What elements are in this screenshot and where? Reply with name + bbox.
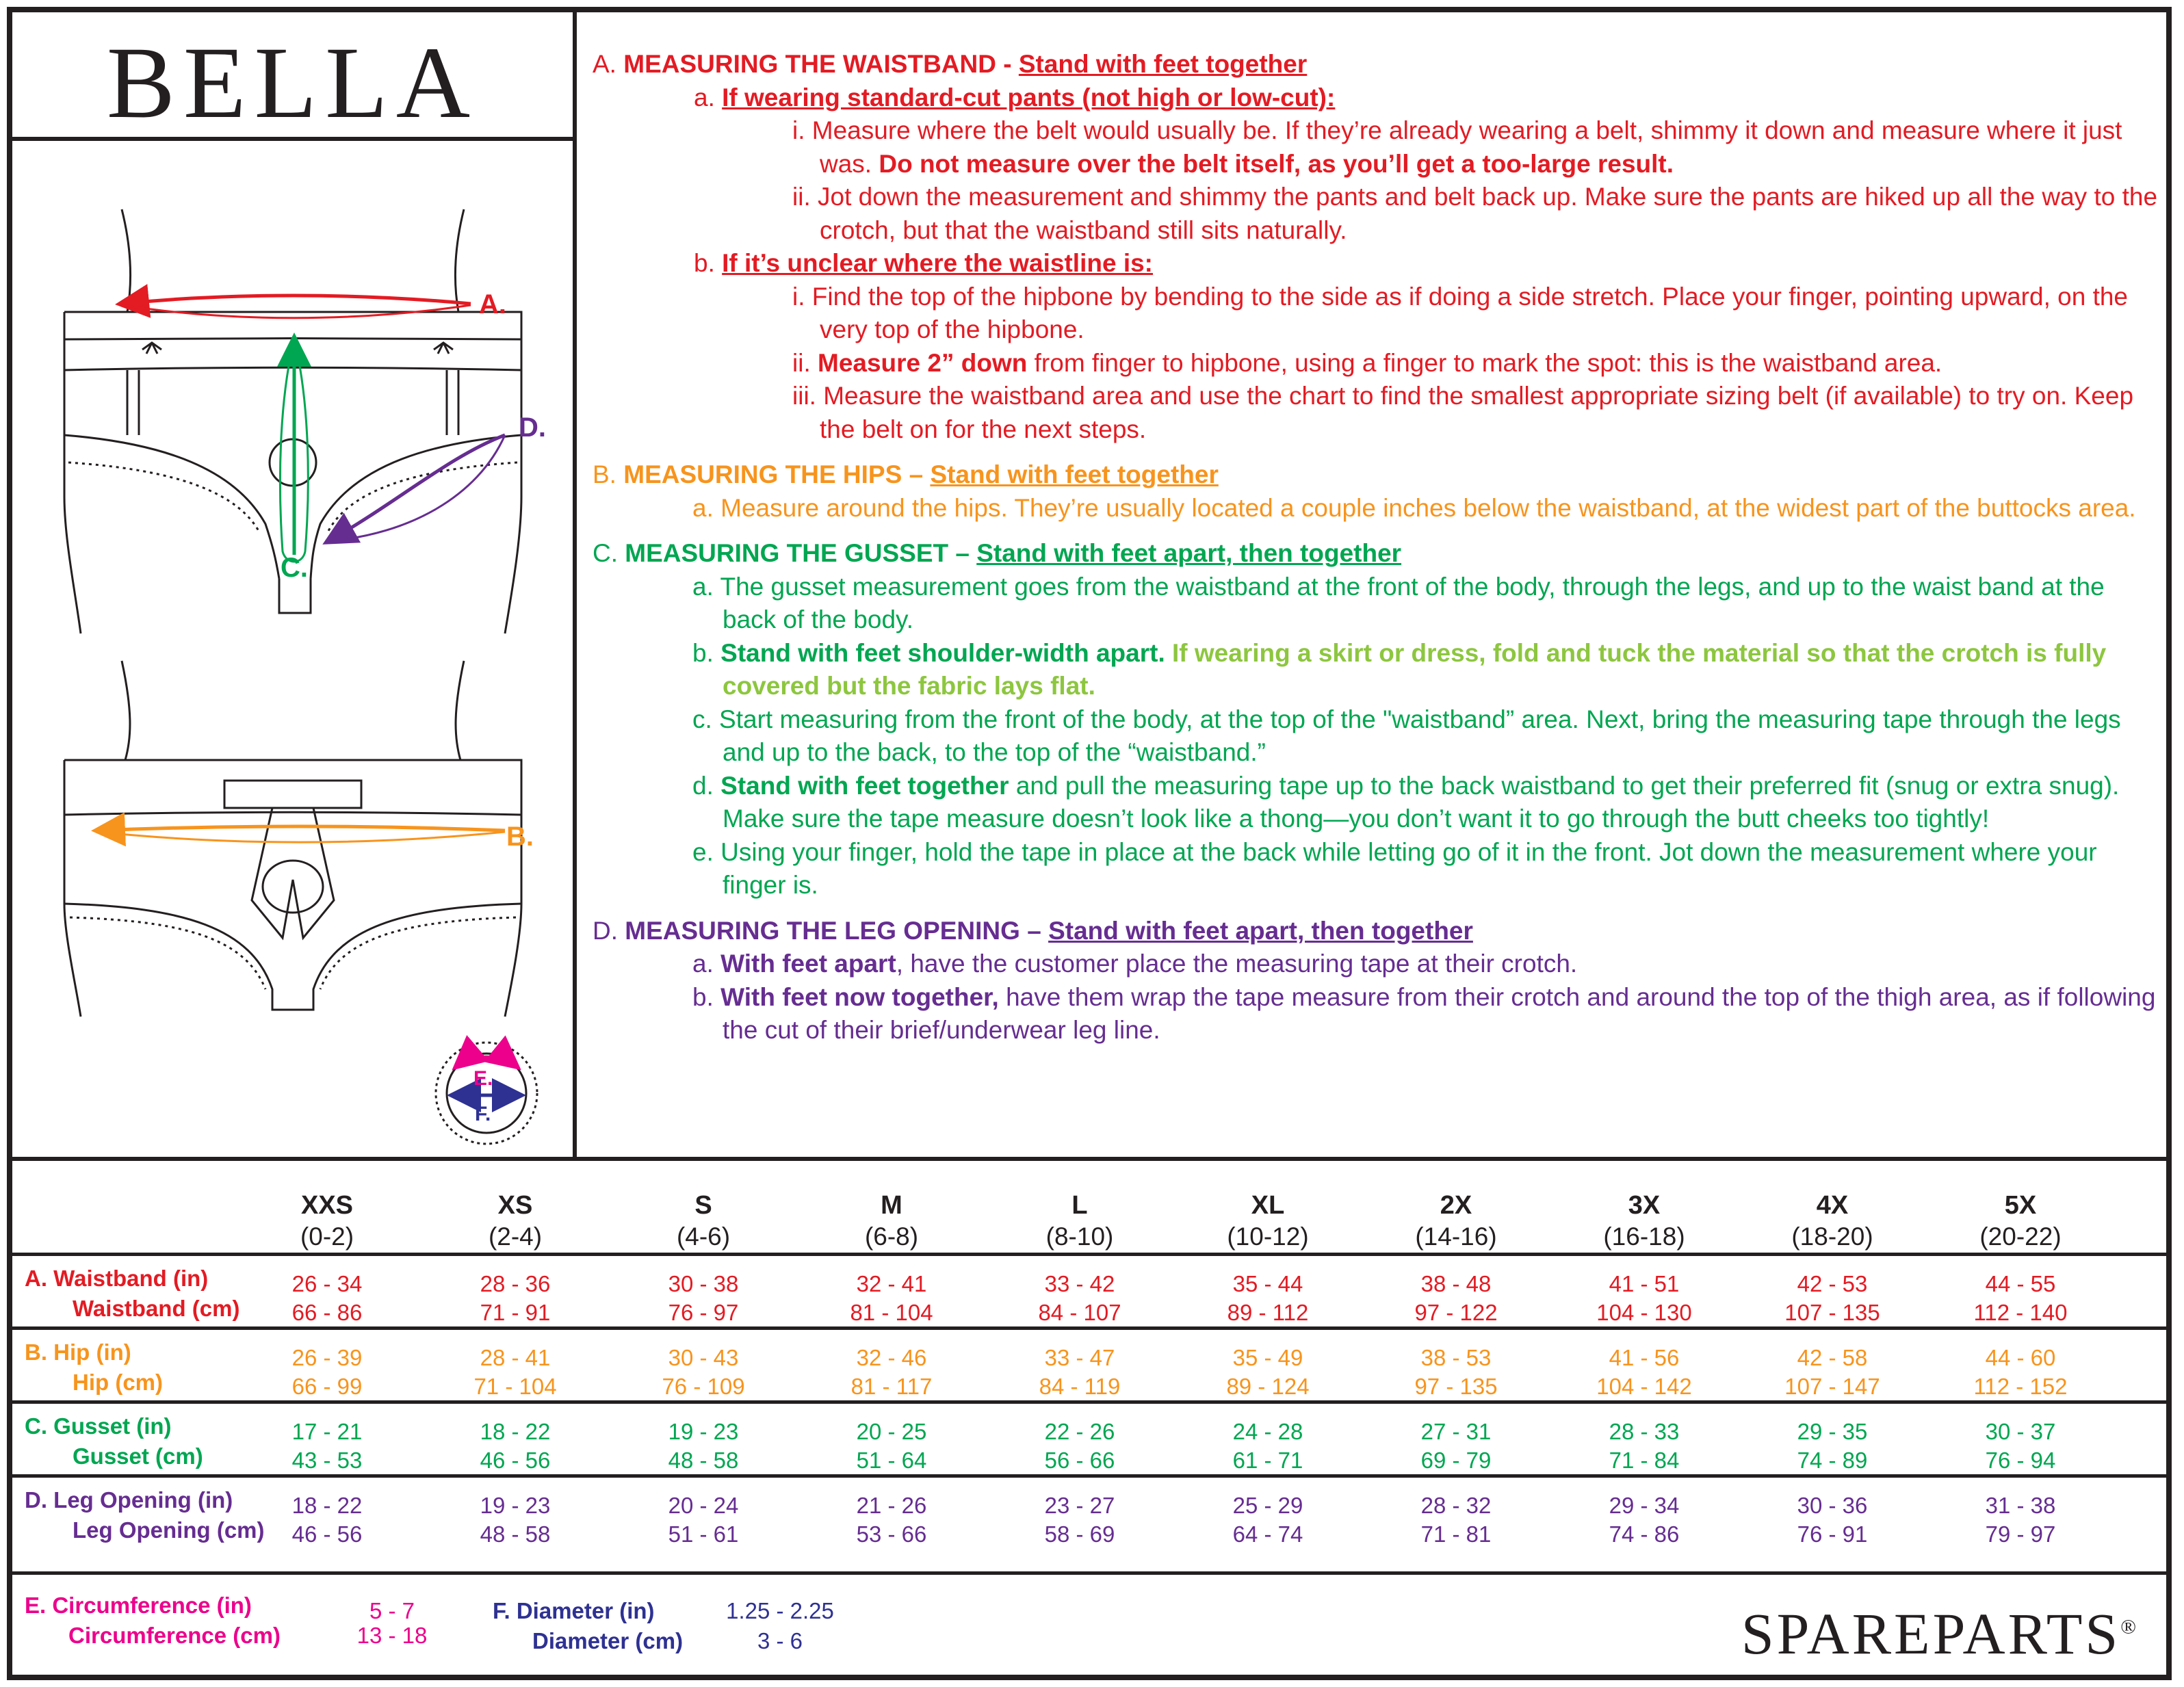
leg-opening-cm-cell: 53 - 66 [856, 1521, 927, 1547]
spareparts-logo: SPAREPARTS® [1741, 1601, 2139, 1666]
size-name: L [1071, 1191, 1088, 1220]
gusset-step-a: a. The gusset measurement goes from the waistband at the front of the body, through the legs, and up to the waist band at the back of the body. [692, 572, 2105, 633]
row-divider [12, 1253, 2166, 1256]
hip-in-cell: 41 - 56 [1609, 1345, 1680, 1370]
gusset-in-cell: 28 - 33 [1609, 1419, 1680, 1444]
leg-step-a: a. With feet apart, have the customer place the measuring tape at their crotch. [692, 950, 1578, 978]
size-name: 2X [1440, 1191, 1472, 1220]
waistband-in-cell: 26 - 34 [291, 1271, 363, 1296]
waistband-in-cell: 42 - 53 [1797, 1271, 1868, 1296]
gusset-cm-cell: 46 - 56 [480, 1448, 551, 1473]
gusset-in-cell: 19 - 23 [668, 1419, 739, 1444]
section-gusset-heading: C. MEASURING THE GUSSET – Stand with feet apart, then together [593, 539, 1402, 567]
leg-opening-cm-cell: 64 - 74 [1232, 1521, 1303, 1547]
leg-opening-in-cell: 23 - 27 [1044, 1493, 1115, 1518]
hip-cm-cell: 81 - 117 [850, 1374, 933, 1399]
gusset-in-cell: 17 - 21 [291, 1419, 363, 1444]
waistband-cm-cell: 97 - 122 [1414, 1300, 1498, 1325]
hip-label-in: B. Hip (in) [25, 1339, 131, 1365]
measuring-instructions [593, 48, 2159, 1051]
size-table [12, 1157, 2166, 1675]
waistband-cm-cell: 104 - 130 [1596, 1300, 1692, 1325]
gusset-in-cell: 29 - 35 [1797, 1419, 1868, 1444]
size-header [1952, 1190, 2089, 1253]
leg-opening-in-cell: 30 - 36 [1797, 1493, 1868, 1518]
leg-opening-arrow [328, 435, 505, 541]
hip-in-cell: 42 - 58 [1797, 1345, 1868, 1370]
size-header [259, 1190, 395, 1253]
size-header [1576, 1190, 1713, 1253]
leg-opening-in-cell: 19 - 23 [480, 1493, 551, 1518]
waistband-in-cell: 35 - 44 [1232, 1271, 1303, 1296]
gusset-in-cell: 27 - 31 [1420, 1419, 1492, 1444]
gusset-cm-cell: 43 - 53 [291, 1448, 363, 1473]
section-leg-heading: D. MEASURING THE LEG OPENING – Stand with feet apart, then together [593, 916, 1473, 945]
size-range: (10-12) [1227, 1222, 1309, 1251]
circumference-label-cm: Circumference (cm) [68, 1623, 281, 1648]
gusset-step-c: c. Start measuring from the front of the body, at the top of the "waistband” area. Next, bring the measuring tape through the legs and up to the back, to the top of the “waistband.” [692, 705, 2121, 766]
leg-opening-in-cell: 29 - 34 [1609, 1493, 1680, 1518]
hip-in-cell: 33 - 47 [1044, 1345, 1115, 1370]
section-leg-opening [593, 915, 2159, 1047]
leg-opening-in-cell: 18 - 22 [291, 1493, 363, 1518]
hip-in-cell: 26 - 39 [291, 1345, 363, 1370]
waistband-cm-cell: 71 - 91 [480, 1300, 551, 1325]
section-gusset [593, 537, 2159, 902]
diameter-cm: 3 - 6 [757, 1628, 803, 1653]
waistband-cm-cell: 81 - 104 [850, 1300, 933, 1325]
section-hips [593, 458, 2159, 525]
gusset-in-cell: 22 - 26 [1044, 1419, 1115, 1444]
size-range: (8-10) [1045, 1222, 1114, 1251]
leg-opening-in-cell: 21 - 26 [856, 1493, 927, 1518]
size-name: XL [1251, 1191, 1285, 1220]
measurement-illustrations [12, 141, 573, 1153]
leg-opening-cm-cell: 71 - 81 [1420, 1521, 1492, 1547]
waistband-in-cell: 28 - 36 [480, 1271, 551, 1296]
size-name: S [694, 1191, 712, 1220]
gusset-in-cell: 24 - 28 [1232, 1419, 1303, 1444]
waistband-in-cell: 32 - 41 [856, 1271, 927, 1296]
row-divider [12, 1474, 2166, 1478]
size-name: 4X [1816, 1191, 1849, 1220]
label-a: A. [479, 289, 506, 319]
circumference-cm: 13 - 18 [356, 1623, 428, 1648]
hip-cm-cell: 97 - 135 [1414, 1374, 1498, 1399]
hip-cm-cell: 89 - 124 [1226, 1374, 1310, 1399]
gusset-step-b: b. Stand with feet shoulder-width apart. If wearing a skirt or dress, fold and tuck the material so that the crotch is fully covered but the fabric lays flat. [692, 638, 2107, 700]
waistband-cm-cell: 84 - 107 [1038, 1300, 1121, 1325]
gusset-in-cell: 18 - 22 [480, 1419, 551, 1444]
gusset-step-d: d. Stand with feet together and pull the measuring tape up to the back waistband to get their preferred fit (snug or extra snug). Make sure the tape measure doesn’t look like a thong—you don’t want it to go through the butt cheeks too tightly! [692, 771, 2120, 833]
hip-in-cell: 44 - 60 [1985, 1345, 2056, 1370]
hip-label-cm: Hip (cm) [73, 1370, 163, 1395]
hip-in-cell: 30 - 43 [668, 1345, 739, 1370]
gusset-cm-cell: 71 - 84 [1609, 1448, 1680, 1473]
gusset-in-cell: 20 - 25 [856, 1419, 927, 1444]
logo-box [12, 12, 573, 141]
size-header [635, 1190, 772, 1253]
waistband-cm-cell: 89 - 112 [1227, 1300, 1309, 1325]
size-name: M [881, 1191, 902, 1220]
gusset-cm-cell: 74 - 89 [1797, 1448, 1868, 1473]
size-range: (20-22) [1979, 1222, 2062, 1251]
leg-opening-cm-cell: 51 - 61 [668, 1521, 739, 1547]
size-name: XS [497, 1191, 533, 1220]
size-range: (2-4) [488, 1222, 543, 1251]
waistband-sub-b: b. If it’s unclear where the waistline is: [694, 249, 1154, 277]
size-name: XXS [300, 1191, 354, 1220]
waistband-step-b-ii: ii. Measure 2” down from finger to hipbone, using a finger to mark the spot: this is the waistband area. [792, 348, 1942, 377]
label-c: C. [281, 553, 308, 583]
label-b: B. [506, 822, 534, 852]
section-waistband [593, 48, 2159, 446]
circumference-in: 5 - 7 [369, 1598, 415, 1623]
leg-opening-in-cell: 31 - 38 [1985, 1493, 2056, 1518]
hip-cm-cell: 66 - 99 [291, 1374, 363, 1399]
hip-cm-cell: 71 - 104 [473, 1374, 557, 1399]
size-chart-sheet [7, 7, 2172, 1680]
leg-opening-cm-cell: 48 - 58 [480, 1521, 551, 1547]
waistband-step-a-ii: ii. Jot down the measurement and shimmy the pants and belt back up. Make sure the pants are hiked up all the way to the crotch, but that the waistband still sits naturally. [792, 183, 2158, 244]
leg-opening-label-in: D. Leg Opening (in) [25, 1487, 233, 1513]
waistband-cm-cell: 112 - 140 [1973, 1300, 2068, 1325]
waistband-step-b-iii: iii. Measure the waistband area and use the chart to find the smallest appropriate sizing belt (if available) to try on. Keep the belt on for the next steps. [792, 382, 2134, 443]
gusset-cm-cell: 69 - 79 [1420, 1448, 1492, 1473]
leg-opening-cm-cell: 79 - 97 [1985, 1521, 2056, 1547]
waistband-sub-a: a. If wearing standard-cut pants (not high or low-cut): [694, 83, 1336, 112]
row-divider [12, 1326, 2166, 1330]
gusset-in-cell: 30 - 37 [1985, 1419, 2056, 1444]
size-range: (14-16) [1415, 1222, 1497, 1251]
size-header [1011, 1190, 1148, 1253]
row-divider [12, 1571, 2166, 1575]
waistband-label-in: A. Waistband (in) [25, 1266, 209, 1291]
waistband-label-cm: Waistband (cm) [73, 1296, 240, 1321]
hip-in-cell: 32 - 46 [856, 1345, 927, 1370]
left-panel [12, 12, 577, 1157]
size-range: (6-8) [864, 1222, 919, 1251]
leg-step-b: b. With feet now together, have them wrap the tape measure from their crotch and around the top of the thigh area, as if following the cut of their brief/underwear leg line. [692, 982, 2156, 1044]
circumference-label-in: E. Circumference (in) [25, 1593, 252, 1618]
leg-opening-in-cell: 20 - 24 [668, 1493, 739, 1518]
waistband-cm-cell: 76 - 97 [668, 1300, 739, 1325]
section-waistband-heading: A. MEASURING THE WAISTBAND - Stand with feet together [593, 50, 1308, 78]
leg-opening-cm-cell: 58 - 69 [1044, 1521, 1115, 1547]
size-name: 5X [2004, 1191, 2037, 1220]
waistband-cm-cell: 107 - 135 [1784, 1300, 1880, 1325]
waistband-step-b-i: i. Find the top of the hipbone by bending to the side as if doing a side stretch. Place your finger, pointing upward, on the very top of the hipbone. [792, 282, 2129, 343]
gusset-cm-cell: 51 - 64 [856, 1448, 927, 1473]
gusset-label-cm: Gusset (cm) [73, 1443, 203, 1469]
size-range: (18-20) [1791, 1222, 1873, 1251]
hips-step-a: a. Measure around the hips. They’re usually located a couple inches below the waistband, at the widest part of the buttocks area. [692, 493, 2136, 522]
waistband-in-cell: 41 - 51 [1609, 1271, 1680, 1296]
leg-opening-in-cell: 28 - 32 [1420, 1493, 1492, 1518]
hip-arrow [98, 826, 505, 831]
waistband-cm-cell: 66 - 86 [291, 1300, 363, 1325]
size-header [823, 1190, 960, 1253]
leg-opening-cm-cell: 46 - 56 [291, 1521, 363, 1547]
row-divider [12, 1400, 2166, 1404]
label-f: F. [475, 1103, 491, 1125]
size-header [1199, 1190, 1336, 1253]
size-range: (0-2) [300, 1222, 354, 1251]
gusset-cm-cell: 76 - 94 [1985, 1448, 2056, 1473]
waistband-arrow [122, 296, 471, 304]
hip-cm-cell: 76 - 109 [662, 1374, 745, 1399]
bella-title: BELLA [106, 26, 479, 140]
hip-in-cell: 28 - 41 [480, 1345, 551, 1370]
gusset-cm-cell: 48 - 58 [668, 1448, 739, 1473]
waistband-in-cell: 38 - 48 [1420, 1271, 1492, 1296]
hip-cm-cell: 104 - 142 [1596, 1374, 1692, 1399]
hip-in-cell: 35 - 49 [1232, 1345, 1303, 1370]
size-header [1764, 1190, 1901, 1253]
diameter-label-in: F. Diameter (in) [493, 1598, 655, 1623]
waistband-in-cell: 44 - 55 [1985, 1271, 2056, 1296]
hip-cm-cell: 84 - 119 [1039, 1374, 1121, 1399]
label-e: E. [473, 1067, 493, 1090]
size-range: (4-6) [676, 1222, 731, 1251]
hip-cm-cell: 112 - 152 [1973, 1374, 2068, 1399]
hip-in-cell: 38 - 53 [1420, 1345, 1492, 1370]
size-name: 3X [1628, 1191, 1661, 1220]
gusset-label-in: C. Gusset (in) [25, 1413, 172, 1439]
waistband-in-cell: 33 - 42 [1044, 1271, 1115, 1296]
hip-cm-cell: 107 - 147 [1784, 1374, 1880, 1399]
leg-opening-label-cm: Leg Opening (cm) [73, 1517, 265, 1543]
leg-opening-cm-cell: 74 - 86 [1609, 1521, 1680, 1547]
gusset-step-e: e. Using your finger, hold the tape in place at the back while letting go of it in the front. Jot down the measurement where your finger is. [692, 837, 2097, 899]
leg-opening-cm-cell: 76 - 91 [1797, 1521, 1868, 1547]
size-range: (16-18) [1603, 1222, 1685, 1251]
waistband-step-a-i: i. Measure where the belt would usually be. If they’re already wearing a belt, shimmy it down and measure where it just was. Do not measure over the belt itself, as you’ll get a too-large result. [792, 116, 2122, 178]
waistband-in-cell: 30 - 38 [668, 1271, 739, 1296]
leg-opening-in-cell: 25 - 29 [1232, 1493, 1303, 1518]
size-header [447, 1190, 584, 1253]
diameter-in: 1.25 - 2.25 [726, 1598, 834, 1623]
diameter-label-cm: Diameter (cm) [532, 1628, 684, 1653]
back-view-figure [64, 661, 521, 1017]
label-d: D. [519, 413, 546, 443]
gusset-cm-cell: 56 - 66 [1044, 1448, 1115, 1473]
section-hips-heading: B. MEASURING THE HIPS – Stand with feet together [593, 460, 1219, 488]
gusset-cm-cell: 61 - 71 [1232, 1448, 1303, 1473]
size-header [1388, 1190, 1524, 1253]
